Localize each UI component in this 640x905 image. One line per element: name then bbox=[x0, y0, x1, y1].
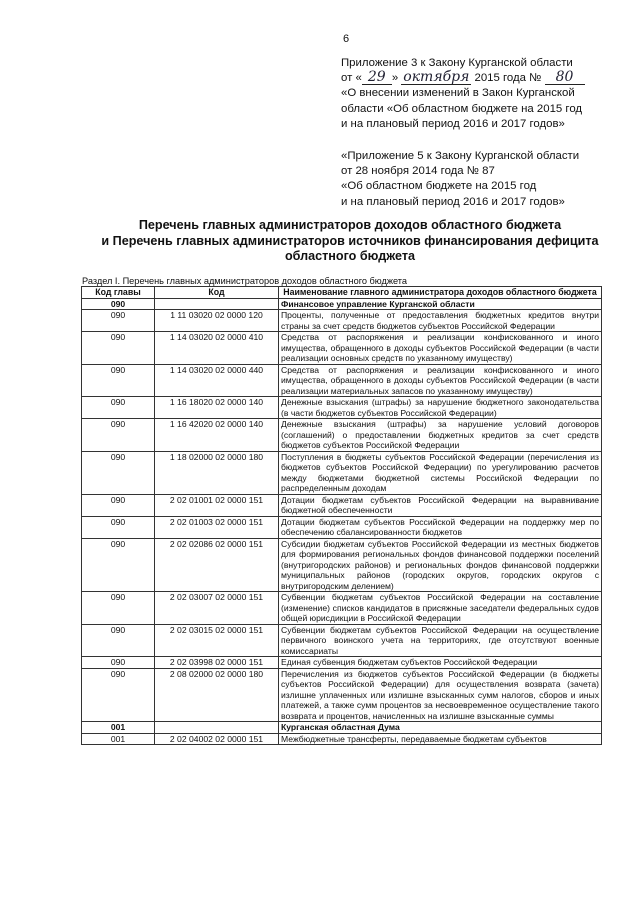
row-chapter: 090 bbox=[82, 364, 155, 397]
table-row bbox=[82, 516, 602, 538]
table-row bbox=[82, 494, 602, 516]
table-row bbox=[82, 397, 602, 419]
appendix-2-line-2: от 28 ноября 2014 года № 87 bbox=[341, 165, 495, 178]
row-code: 1 14 03020 02 0000 440 bbox=[155, 364, 279, 397]
table-row bbox=[82, 419, 602, 452]
table-row bbox=[82, 668, 602, 722]
handwritten-day: 29 bbox=[362, 71, 392, 85]
row-name: Поступления в бюджеты субъектов Российской Федерации (перечисления из бюджетов субъектов Российской Федерации) по урегулированию расчетов между бюджетами бюджетной системы Российской Федерации по распределенным доходам bbox=[279, 451, 602, 494]
appendix-line-4: области «Об областном бюджете на 2015 год bbox=[341, 102, 583, 115]
row-name: Единая субвенция бюджетам субъектов Российской Федерации bbox=[279, 657, 602, 669]
row-name: Финансовое управление Курганской области bbox=[279, 298, 602, 310]
administrators-table bbox=[81, 286, 602, 745]
row-code: 1 11 03020 02 0000 120 bbox=[155, 310, 279, 332]
row-chapter: 090 bbox=[82, 494, 155, 516]
row-code: 2 02 01001 02 0000 151 bbox=[155, 494, 279, 516]
row-code: 2 02 03015 02 0000 151 bbox=[155, 624, 279, 657]
table-row bbox=[82, 364, 602, 397]
row-chapter: 090 bbox=[82, 657, 155, 669]
handwritten-month: октября bbox=[403, 69, 470, 86]
col-chapter-header: Код главы bbox=[82, 287, 155, 299]
row-chapter: 090 bbox=[82, 624, 155, 657]
title-line-1: Перечень главных администраторов доходов областного бюджета bbox=[138, 218, 562, 232]
table-row bbox=[82, 592, 602, 625]
row-name: Средства от распоряжения и реализации конфискованного и иного имущества, обращенного в доходы субъектов Российской Федерации (в части реализации материальных запасов по указанному имуществу) bbox=[279, 364, 602, 397]
row-name: Проценты, полученные от предоставления бюджетных кредитов внутри страны за счет средств бюджетов субъектов Российской Федерации bbox=[279, 310, 602, 332]
table-row bbox=[82, 733, 602, 745]
table-row bbox=[82, 657, 602, 669]
row-code: 2 02 04002 02 0000 151 bbox=[155, 733, 279, 745]
row-code: 2 02 02086 02 0000 151 bbox=[155, 538, 279, 592]
row-name: Средства от распоряжения и реализации конфискованного и иного имущества, обращенного в доходы субъектов Российской Федерации (в части реализации основных средств по указанному имуществу) bbox=[279, 332, 602, 365]
row-code: 2 02 03998 02 0000 151 bbox=[155, 657, 279, 669]
appendix-date-line: от « 29 » октября 2015 года № 80 bbox=[341, 71, 631, 86]
row-name: Перечисления из бюджетов субъектов Российской Федерации (в бюджеты субъектов Российской Федерации) для осуществления возврата (зачета) излишне уплаченных или излишне взысканных сумм налогов, сборов и иных платежей, а также сумм процентов за несвоевременное осуществление такого возврата и процентов, начисленных на излишне взысканные суммы bbox=[279, 668, 602, 722]
row-name: Межбюджетные трансферты, передаваемые бюджетам субъектов bbox=[279, 733, 602, 745]
table-row bbox=[82, 538, 602, 592]
table-group-row bbox=[82, 722, 602, 734]
row-code: 2 02 01003 02 0000 151 bbox=[155, 516, 279, 538]
row-chapter: 090 bbox=[82, 310, 155, 332]
row-chapter: 090 bbox=[82, 516, 155, 538]
document-title bbox=[70, 218, 630, 265]
row-name: Дотации бюджетам субъектов Российской Федерации на выравнивание бюджетной обеспеченности bbox=[279, 494, 602, 516]
row-name: Курганская областная Дума bbox=[279, 722, 602, 734]
row-code: 1 16 18020 02 0000 140 bbox=[155, 397, 279, 419]
handwritten-number: 80 bbox=[545, 71, 585, 85]
row-chapter: 090 bbox=[82, 397, 155, 419]
row-chapter: 090 bbox=[82, 332, 155, 365]
row-name: Субвенции бюджетам субъектов Российской Федерации на осуществление первичного воинского учета на территориях, где отсутствуют военные комиссариаты bbox=[279, 624, 602, 657]
table-header-row bbox=[82, 287, 602, 299]
row-name: Субвенции бюджетам субъектов Российской Федерации на составление (изменение) списков кандидатов в присяжные заседатели федеральных судов общей юрисдикции в Российской Федерации bbox=[279, 592, 602, 625]
title-line-2: и Перечень главных администраторов источников финансирования дефицита bbox=[101, 233, 599, 248]
row-chapter: 001 bbox=[82, 722, 155, 734]
section-label: Раздел I. Перечень главных администраторов доходов областного бюджета bbox=[82, 276, 408, 286]
row-name: Субсидии бюджетам субъектов Российской Федерации из местных бюджетов для формирования региональных фондов финансовой поддержки поселений (внутригородских районов) и региональных фондов финансовой поддержки муниципальных районов (городских округов, городских округов с внутригородским делением) bbox=[279, 538, 602, 592]
col-code-header: Код bbox=[155, 287, 279, 299]
row-code: 1 16 42020 02 0000 140 bbox=[155, 419, 279, 452]
appendix-line-1: Приложение 3 к Закону Курганской области bbox=[341, 57, 573, 69]
appendix-block bbox=[341, 56, 631, 132]
table-group-row bbox=[82, 298, 602, 310]
table-row bbox=[82, 332, 602, 365]
appendix-line-5: и на плановый период 2016 и 2017 годов» bbox=[341, 117, 565, 130]
col-name-header: Наименование главного администратора доходов областного бюджета bbox=[279, 287, 602, 299]
row-code bbox=[155, 298, 279, 310]
appendix-2-line-4: и на плановый период 2016 и 2017 годов» bbox=[341, 195, 565, 208]
title-line-3: областного бюджета bbox=[284, 249, 416, 263]
appendix-2-line-1: «Приложение 5 к Закону Курганской области bbox=[341, 150, 580, 162]
table-row bbox=[82, 451, 602, 494]
row-code: 1 18 02000 02 0000 180 bbox=[155, 451, 279, 494]
row-chapter: 090 bbox=[82, 419, 155, 452]
row-chapter: 090 bbox=[82, 668, 155, 722]
page-number: 6 bbox=[343, 33, 350, 45]
appendix-line-3: «О внесении изменений в Закон Курганской bbox=[341, 87, 575, 100]
row-name: Денежные взыскания (штрафы) за нарушение условий договоров (соглашений) о предоставлении бюджетных кредитов за счет средств бюджетов субъектов Российской Федерации bbox=[279, 419, 602, 452]
row-chapter: 090 bbox=[82, 592, 155, 625]
appendix-2-block bbox=[341, 149, 631, 210]
appendix-2-line-3: «Об областном бюджете на 2015 год bbox=[341, 180, 537, 193]
row-chapter: 090 bbox=[82, 298, 155, 310]
row-name: Дотации бюджетам субъектов Российской Федерации на поддержку мер по обеспечению сбалансированности бюджетов bbox=[279, 516, 602, 538]
row-code bbox=[155, 722, 279, 734]
row-code: 2 02 03007 02 0000 151 bbox=[155, 592, 279, 625]
row-code: 2 08 02000 02 0000 180 bbox=[155, 668, 279, 722]
row-name: Денежные взыскания (штрафы) за нарушение бюджетного законодательства (в части бюджетов субъектов Российской Федерации) bbox=[279, 397, 602, 419]
table-row bbox=[82, 310, 602, 332]
row-chapter: 001 bbox=[82, 733, 155, 745]
row-chapter: 090 bbox=[82, 451, 155, 494]
row-code: 1 14 03020 02 0000 410 bbox=[155, 332, 279, 365]
table-row bbox=[82, 624, 602, 657]
row-chapter: 090 bbox=[82, 538, 155, 592]
